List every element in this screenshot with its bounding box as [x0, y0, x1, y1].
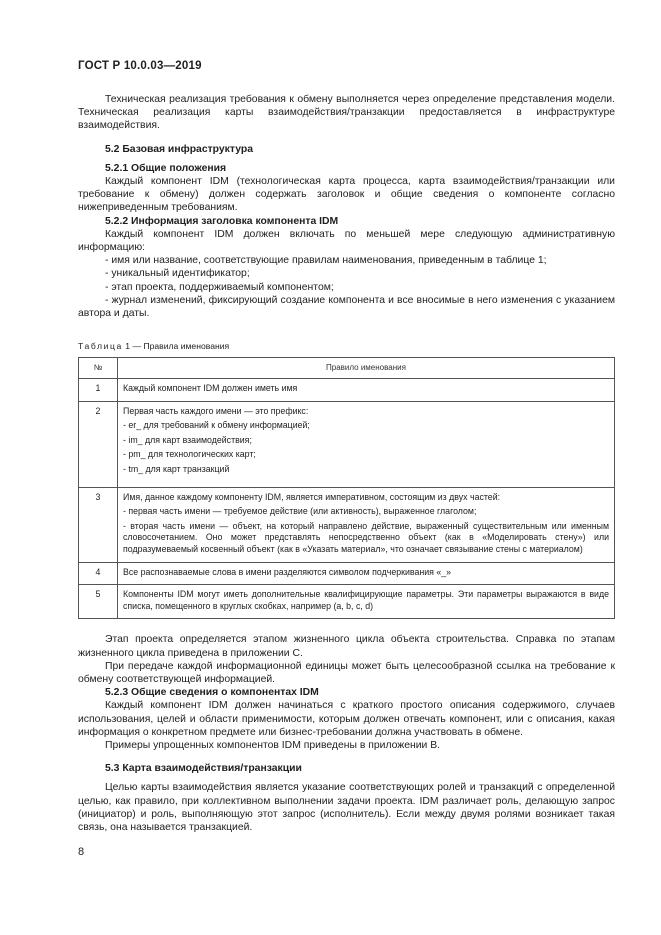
- column-header-number: №: [79, 358, 118, 379]
- section-5-2-1-paragraph: Каждый компонент IDM (технологическая карта процесса, карта взаимодействия/транзакции или требование к обмену) должен содержать заголовок и общие сведения о компоненте согласно нижеприведенным требованиям.: [78, 176, 615, 214]
- row-number: 1: [79, 379, 118, 402]
- table-row: [79, 562, 615, 585]
- rule-line: Первая часть каждого имени — это префикс:: [123, 405, 309, 416]
- table-caption: [78, 340, 615, 353]
- section-5-2-3-heading: 5.2.3 Общие сведения о компонентах IDM: [105, 687, 319, 699]
- row-number: 2: [79, 401, 118, 487]
- row-number: 3: [79, 487, 118, 562]
- page-content: [78, 93, 615, 834]
- rule-line: - первая часть имени — требуемое действие (или активность), выраженное глаголом;: [123, 506, 477, 517]
- list-item: - имя или название, соответствующие правилам наименования, приведенным в таблице 1;: [105, 255, 547, 267]
- table-caption-prefix: Таблица: [78, 341, 123, 352]
- page-number: 8: [78, 846, 85, 858]
- section-5-2-2-heading: 5.2.2 Информация заголовка компонента IDM: [105, 215, 339, 227]
- table-header-row: [79, 358, 615, 379]
- column-header-rule: Правило именования: [118, 358, 615, 379]
- rule-cell: [118, 585, 615, 619]
- rule-line: - im_ для карт взаимодействия;: [123, 434, 252, 445]
- section-5-3-heading: 5.3 Карта взаимодействия/транзакции: [105, 763, 302, 775]
- list-item: - этап проекта, поддерживаемый компонентом;: [105, 281, 334, 293]
- list-item: - уникальный идентификатор;: [105, 268, 250, 280]
- row-number: 4: [79, 562, 118, 585]
- rule-cell: [118, 401, 615, 487]
- rule-line: Каждый компонент IDM должен иметь имя: [123, 383, 298, 394]
- table-row: [79, 585, 615, 619]
- section-5-2-heading: 5.2 Базовая инфраструктура: [105, 143, 253, 155]
- table-row: [79, 487, 615, 562]
- after-table-paragraph: При передаче каждой информационной единицы может быть целесообразной ссылка на требование к обмену соответствующей информацией.: [78, 660, 615, 685]
- list-item: - журнал изменений, фиксирующий создание компонента и все вносимые в него изменения с указанием автора и даты.: [78, 294, 615, 320]
- rule-cell: [118, 379, 615, 402]
- rule-line: Все распознаваемые слова в имени разделяются символом подчеркивания «_»: [123, 566, 452, 577]
- row-number: 5: [79, 585, 118, 619]
- section-5-2-3-paragraph: Примеры упрощенных компонентов IDM приведены в приложении В.: [105, 739, 441, 751]
- rule-line: - pm_ для технологических карт;: [123, 449, 256, 460]
- rule-cell: [118, 562, 615, 585]
- section-5-3-paragraph: Целью карты взаимодействия является указание соответствующих ролей и транзакций с определенной целью, как правило, при коллективном выполнении задачи проекта. IDM различает роль, делающую запрос (инициатор) и роль, выполняющую этот запрос (исполнитель). Если между двумя ролями возникает такая связь, она называется транзакцией.: [78, 782, 615, 833]
- rule-line: Компоненты IDM могут иметь дополнительные квалифицирующие параметры. Эти параметры выражаются в виде списка, помещенного в круглых скобках, например (a, b, c, d): [123, 589, 609, 611]
- table-row: [79, 401, 615, 487]
- after-table-paragraph: Этап проекта определяется этапом жизненного цикла объекта строительства. Справка по этапам жизненного цикла приведена в приложении С.: [78, 634, 615, 659]
- section-5-2-1-heading: 5.2.1 Общие положения: [105, 162, 227, 174]
- section-5-2-2-paragraph: Каждый компонент IDM должен включать по меньшей мере следующую административную информацию:: [78, 228, 615, 254]
- rule-line: - er_ для требований к обмену информацией;: [123, 420, 310, 431]
- rule-line: Имя, данное каждому компоненту IDM, является императивном, состоящим из двух частей:: [123, 491, 501, 502]
- naming-rules-table: [78, 357, 615, 619]
- document-header: ГОСТ Р 10.0.03—2019: [78, 60, 202, 72]
- rule-line: - tm_ для карт транзакций: [123, 464, 230, 475]
- table-caption-title: 1 — Правила именования: [122, 341, 230, 352]
- section-5-2-3-paragraph: Каждый компонент IDM должен начинаться с краткого простого описания содержимого, случаев использования, целей и области применимости, которым должен отвечать компонент, или с описания, какая информация о конкретном предмете или бизнес-требовании должна участвовать в обмене.: [78, 700, 615, 738]
- rule-cell: [118, 487, 615, 562]
- table-row: [79, 379, 615, 402]
- intro-paragraph: Техническая реализация требования к обмену выполняется через определение представления модели. Техническая реализация карты взаимодействия/транзакции предоставляется в инфраструктуре взаимодействия.: [78, 94, 615, 132]
- rule-line: - вторая часть имени — объект, на который направлено действие, выраженный существительным или именным словосочетанием. Оно может представлять непосредственно объект (как в «Моделировать стену») или подразумеваемый косвенный объект (как в «Указать материал», что означает связывание стены с материалом): [123, 520, 609, 554]
